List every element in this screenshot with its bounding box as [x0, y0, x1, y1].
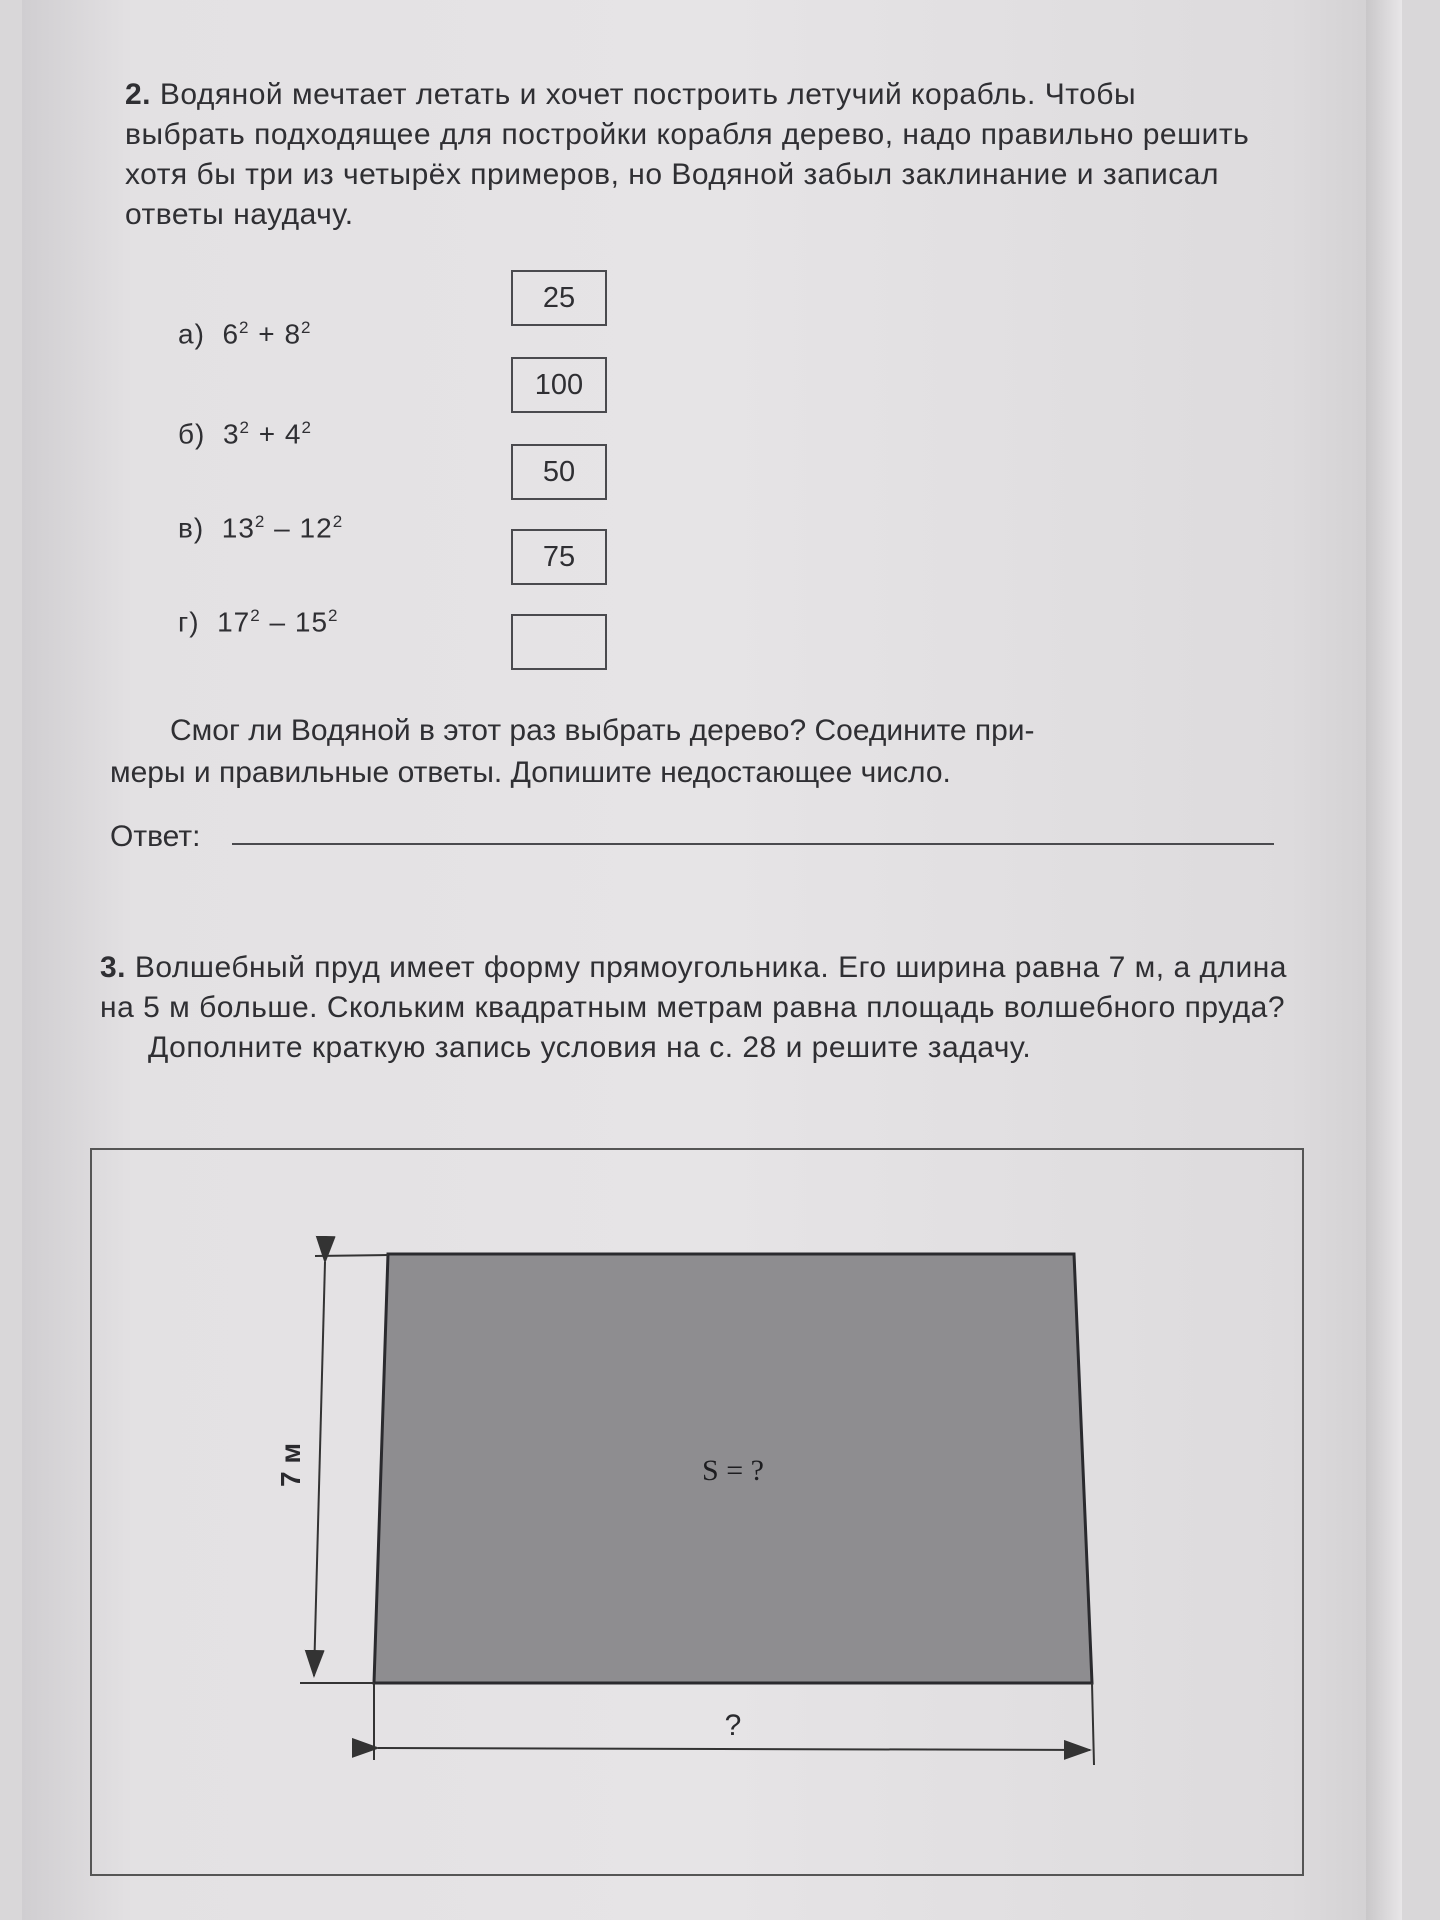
- question-line-2: меры и правильные ответы. Допишите недостающее число.: [110, 756, 951, 789]
- exponent: 2: [239, 418, 250, 437]
- task-3-instruction: Дополните краткую запись условия на с. 28 и решите задачу.: [148, 1031, 1032, 1064]
- operand: 3: [222, 418, 240, 450]
- example-label: б): [178, 418, 206, 450]
- operand: 12: [299, 512, 333, 544]
- length-label: ?: [724, 1709, 742, 1742]
- task-2-statement: Водяной мечтает летать и хочет построить летучий корабль. Чтобы выбрать подходящее для постройки корабля дерево, надо правильно решить хотя бы три из четырёх примеров, но Водяной забыл заклинание и записал ответы наудачу.: [125, 78, 1250, 231]
- operator: +: [258, 318, 276, 350]
- answer-box-25: 25: [511, 270, 607, 326]
- example-label: а): [178, 318, 205, 350]
- answer-box-50: 50: [511, 444, 607, 500]
- answer-label: Ответ:: [110, 820, 201, 853]
- exponent: 2: [301, 418, 312, 437]
- example-label: в): [178, 512, 205, 544]
- width-label: 7 м: [275, 1442, 306, 1488]
- exponent: 2: [332, 512, 344, 531]
- question-line-1: Смог ли Водяной в этот раз выбрать дерево? Соедините при-: [170, 714, 1035, 747]
- width-arrow: [314, 1262, 325, 1676]
- answer-box-75: 75: [511, 529, 607, 585]
- operand: 13: [221, 512, 255, 544]
- example-label: г): [178, 606, 200, 638]
- task-3-number: 3.: [100, 951, 127, 984]
- operator: +: [258, 418, 277, 450]
- operand: 8: [284, 318, 302, 350]
- extension-line-top: [315, 1255, 388, 1256]
- operand: 17: [217, 606, 251, 638]
- exponent: 2: [328, 606, 339, 625]
- exponent: 2: [254, 512, 266, 531]
- operand: 4: [284, 418, 302, 450]
- exponent: 2: [301, 318, 312, 337]
- operator: –: [269, 606, 287, 638]
- area-label: S = ?: [702, 1454, 764, 1487]
- operand: 15: [294, 606, 329, 638]
- answer-box-100: 100: [511, 357, 607, 413]
- task-2-number: 2.: [125, 78, 152, 111]
- extension-line-right: [1092, 1683, 1094, 1765]
- operator: –: [274, 512, 291, 544]
- length-arrow: [378, 1748, 1090, 1750]
- exponent: 2: [250, 606, 261, 625]
- task-3-statement: Волшебный пруд имеет форму прямоугольника. Его ширина равна 7 м, а длина на 5 м больше. Скольким квадратным метрам равна площадь волшебного пруда?: [100, 951, 1287, 1024]
- operand: 6: [222, 318, 240, 350]
- exponent: 2: [239, 318, 250, 337]
